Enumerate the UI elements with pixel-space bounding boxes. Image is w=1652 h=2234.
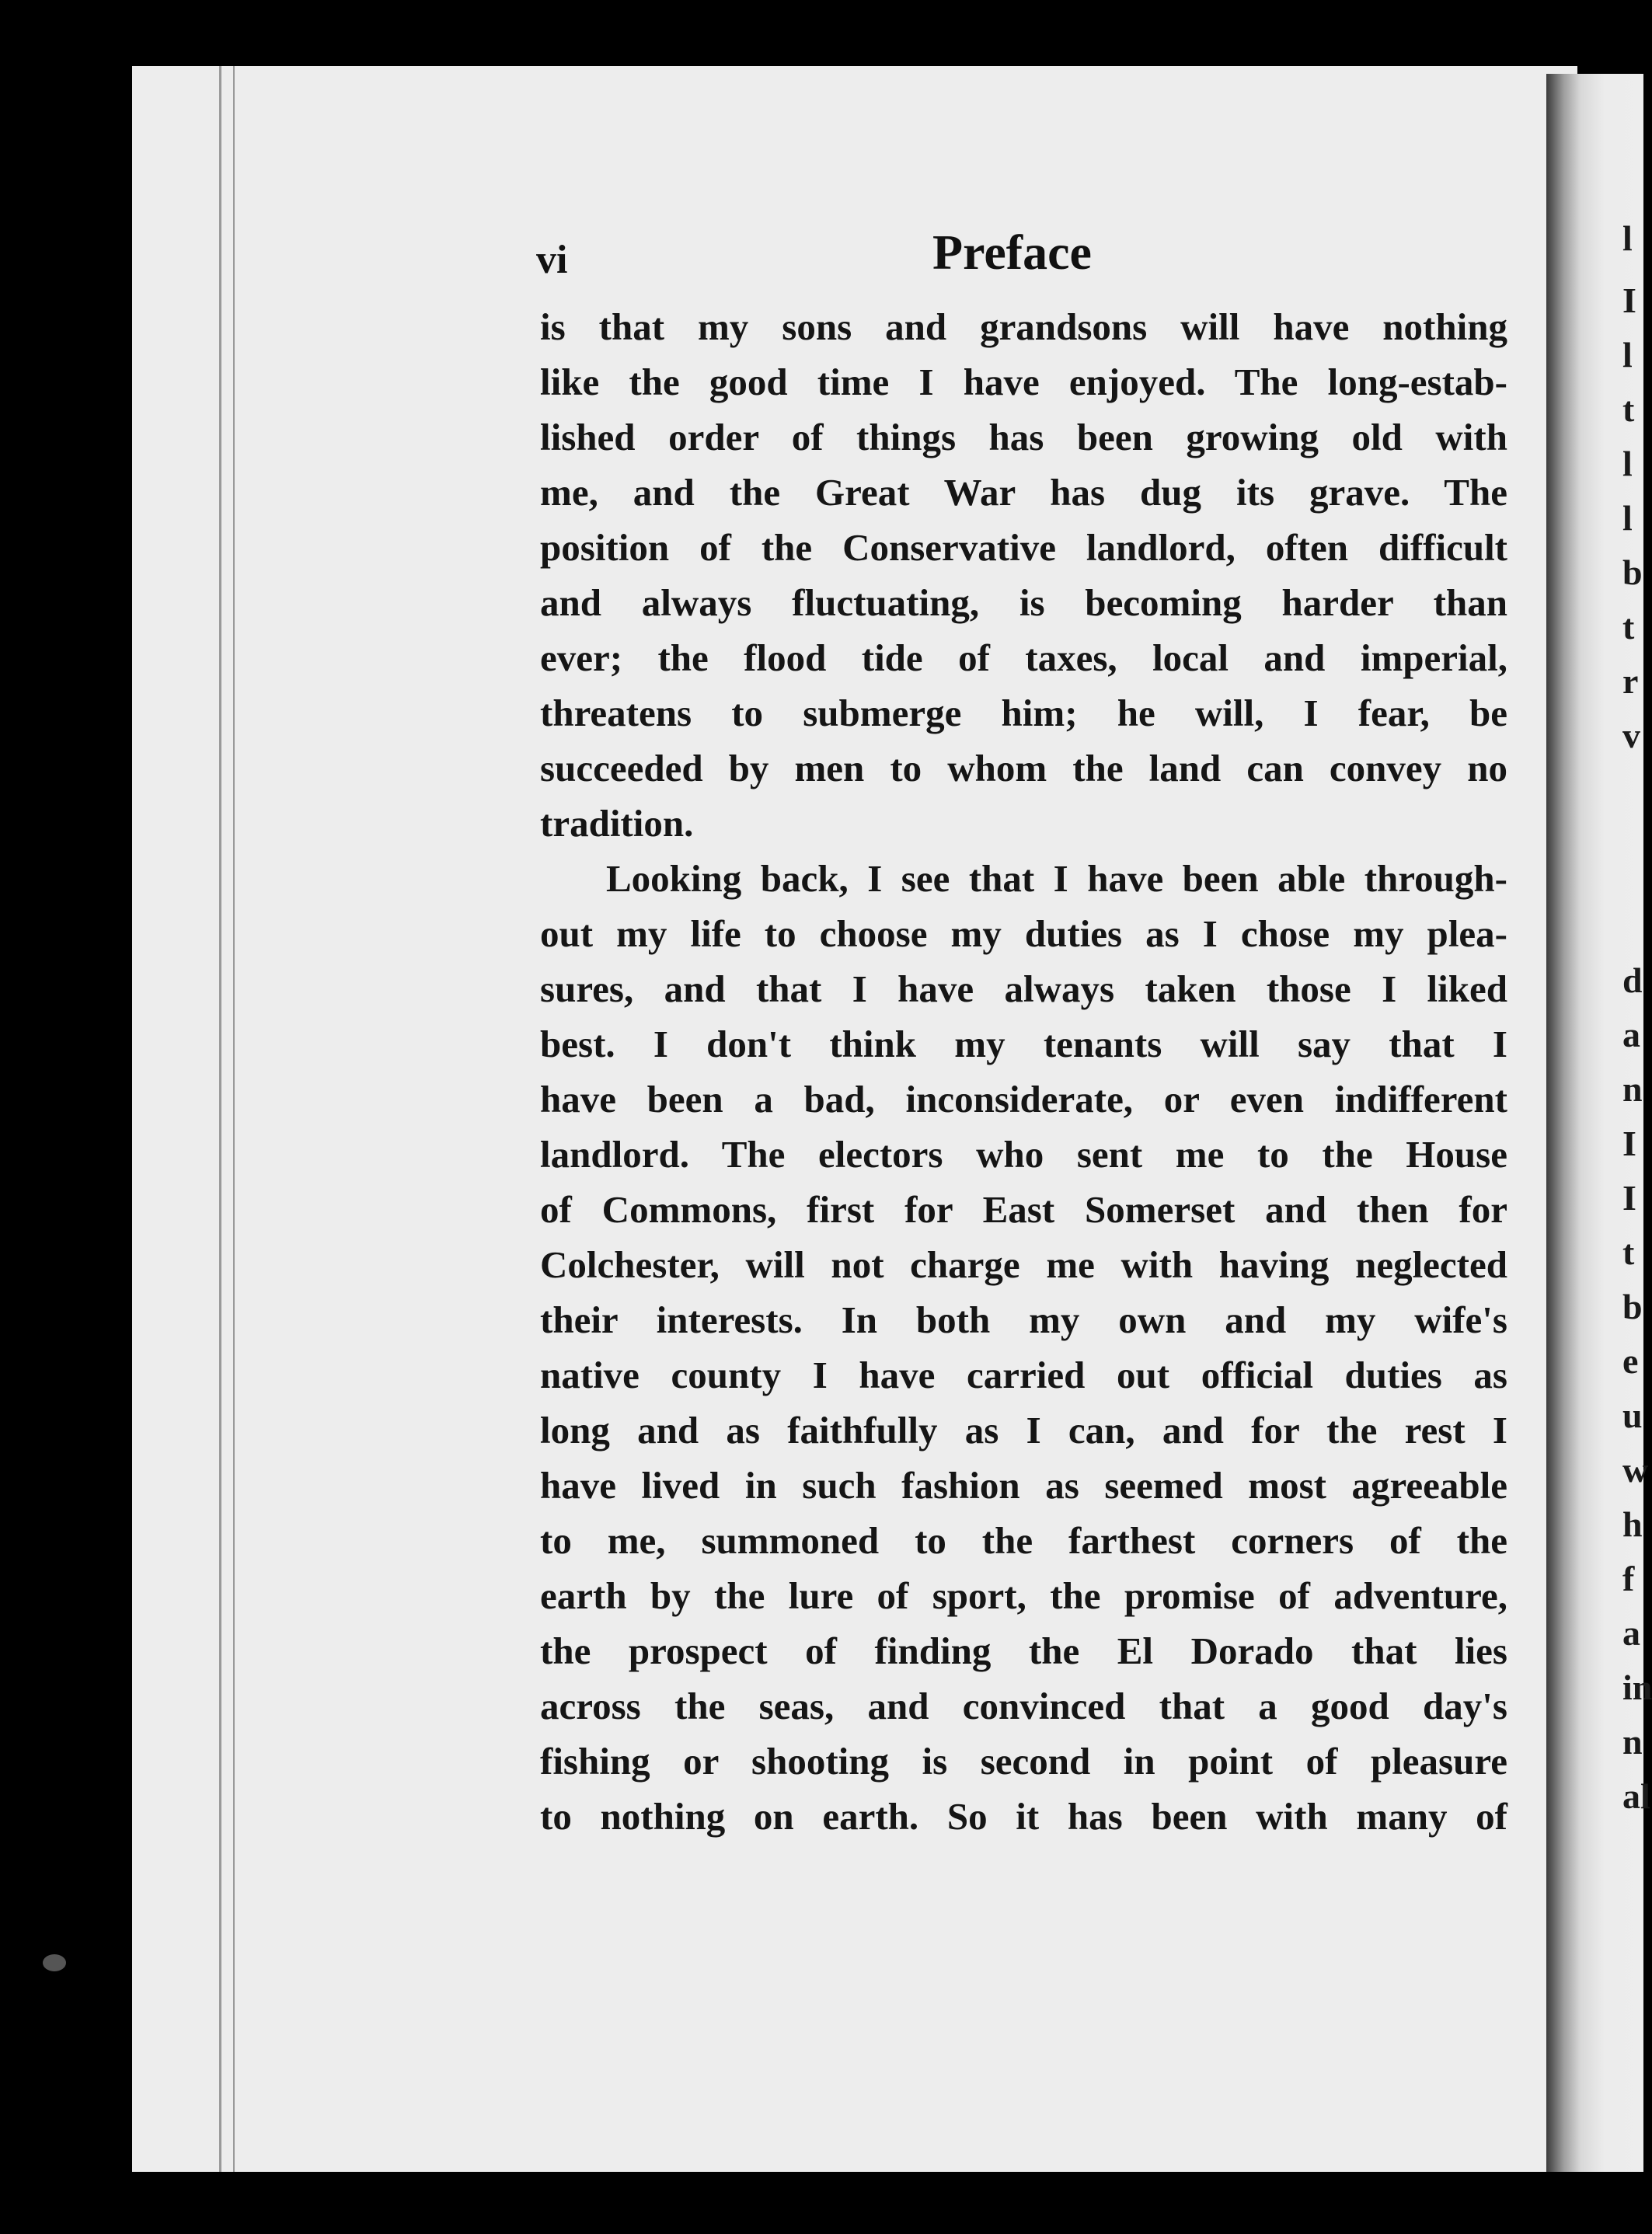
facing-page-fragment: a	[1622, 1015, 1640, 1054]
facing-page-fragment: b	[1622, 552, 1643, 592]
text-line: the prospect of finding the El Dorado that lies	[540, 1629, 1507, 1672]
body-text	[540, 299, 1507, 1844]
facing-page-fragment: t	[1622, 389, 1635, 429]
text-line: their interests. In both my own and my wife's	[540, 1298, 1507, 1341]
facing-page-fragment: n	[1622, 1069, 1643, 1109]
gutter-line	[219, 66, 221, 2172]
text-line: succeeded by men to whom the land can convey no	[540, 747, 1507, 789]
facing-page-fragment: n	[1622, 1722, 1643, 1762]
facing-page-fragment: r	[1622, 661, 1639, 701]
text-line: like the good time I have enjoyed. The long-estab-	[540, 361, 1507, 403]
facing-page-fragment: e	[1622, 1341, 1639, 1381]
text-line: native county I have carried out official duties as	[540, 1354, 1507, 1396]
facing-page-fragment: l	[1622, 444, 1633, 483]
facing-page-fragment: in	[1622, 1668, 1652, 1707]
text-line: landlord. The electors who sent me to the House	[540, 1133, 1507, 1176]
text-line: long and as faithfully as I can, and for the rest I	[540, 1409, 1507, 1452]
gutter-line	[233, 66, 235, 2172]
text-line: of Commons, first for East Somerset and then for	[540, 1188, 1507, 1231]
text-line: to me, summoned to the farthest corners of the	[540, 1519, 1507, 1562]
text-line: across the seas, and convinced that a good day's	[540, 1685, 1507, 1727]
text-line: earth by the lure of sport, the promise of adventure,	[540, 1574, 1507, 1617]
facing-page-fragment: I	[1622, 281, 1636, 320]
text-line: ever; the flood tide of taxes, local and imperial,	[540, 636, 1507, 679]
facing-page-fragment: I	[1622, 1124, 1636, 1163]
text-line: have been a bad, inconsiderate, or even indifferent	[540, 1078, 1507, 1120]
facing-page-edge	[1546, 74, 1652, 2172]
text-line: fishing or shooting is second in point of pleasure	[540, 1740, 1507, 1783]
page-number: vi	[536, 238, 568, 282]
facing-page-fragment: b	[1622, 1287, 1643, 1326]
text-line: position of the Conservative landlord, often difficult	[540, 526, 1507, 569]
text-line: have lived in such fashion as seemed most agreeable	[540, 1464, 1507, 1507]
text-line: sures, and that I have always taken those I liked	[540, 967, 1507, 1010]
text-line: Colchester, will not charge me with having neglected	[540, 1243, 1507, 1286]
text-line: to nothing on earth. So it has been with many of	[540, 1795, 1507, 1838]
facing-page-fragment: t	[1622, 607, 1635, 647]
facing-page-fragment: u	[1622, 1396, 1643, 1435]
facing-page-fragment: al	[1622, 1776, 1650, 1816]
text-line: tradition.	[540, 802, 694, 845]
text-line: lished order of things has been growing old with	[540, 416, 1507, 458]
facing-page-fragment: f	[1622, 1559, 1635, 1598]
text-line: is that my sons and grandsons will have nothing	[540, 305, 1507, 348]
facing-page-fragment: w	[1622, 1450, 1649, 1490]
facing-page-fragment: t	[1622, 1232, 1635, 1272]
scan-speck	[43, 1954, 66, 1971]
text-line: and always fluctuating, is becoming harder than	[540, 581, 1507, 624]
text-line: me, and the Great War has dug its grave. The	[540, 471, 1507, 514]
text-line: out my life to choose my duties as I chose my plea-	[540, 912, 1507, 955]
facing-page-fragment: v	[1622, 716, 1640, 755]
facing-page-fragment: d	[1622, 960, 1643, 1000]
facing-page-fragment: l	[1622, 218, 1633, 258]
facing-page-fragment: h	[1622, 1504, 1643, 1544]
paragraph-first-line: Looking back, I see that I have been able through-	[606, 857, 1507, 900]
text-line: best. I don't think my tenants will say that I	[540, 1023, 1507, 1065]
text-line: threatens to submerge him; he will, I fear, be	[540, 692, 1507, 734]
facing-page-fragment: a	[1622, 1613, 1640, 1653]
facing-page-fragment: l	[1622, 335, 1633, 375]
facing-page-fragment: l	[1622, 498, 1633, 538]
running-head-title: Preface	[932, 225, 1092, 280]
facing-page-fragment: I	[1622, 1178, 1636, 1218]
